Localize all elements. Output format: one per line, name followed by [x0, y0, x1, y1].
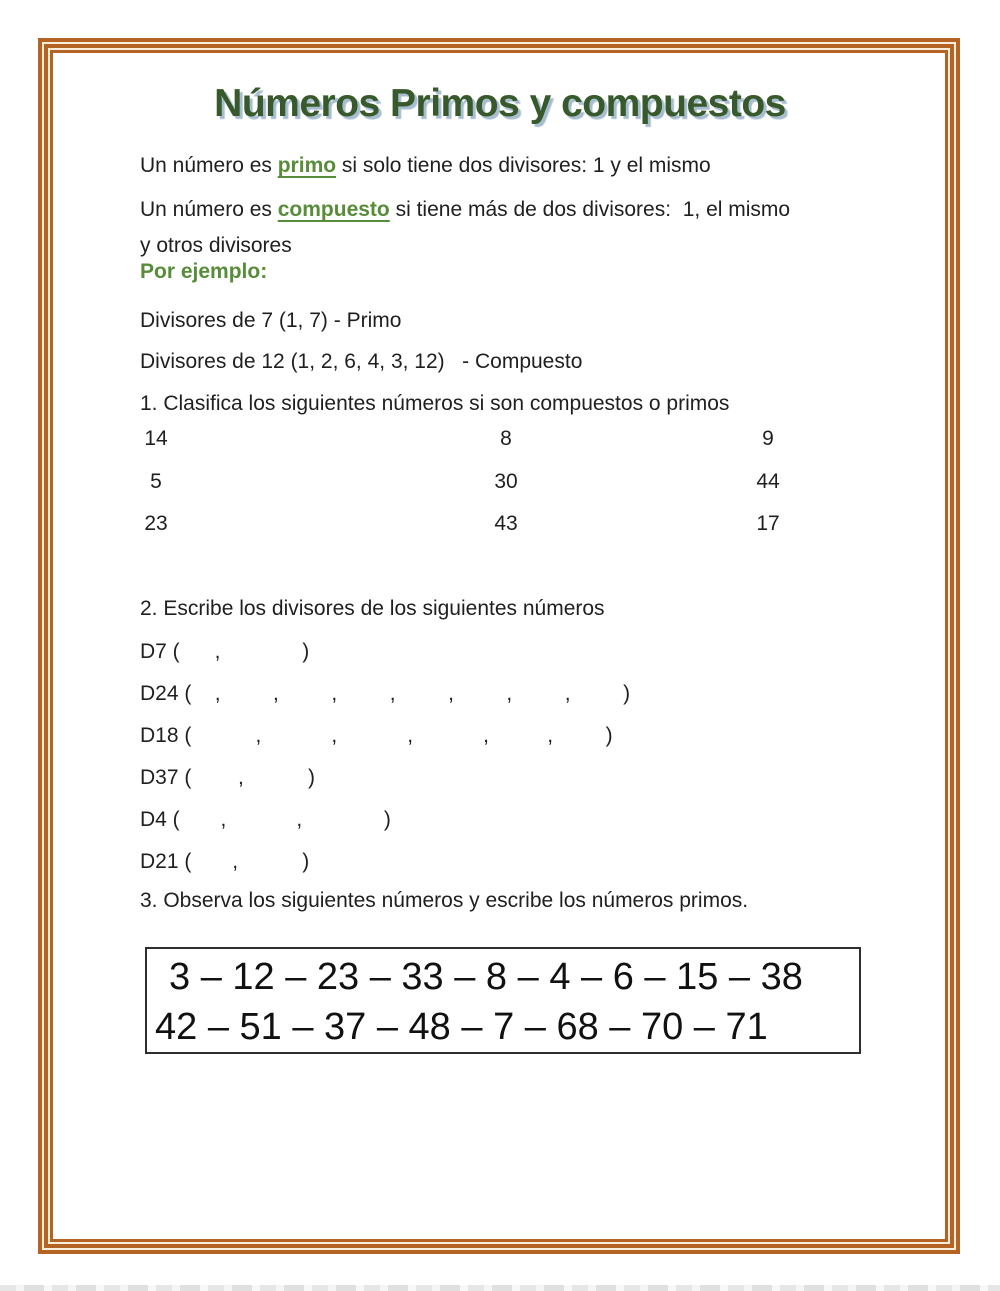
classify-number: 17 — [756, 512, 780, 535]
example-primo: Divisores de 7 (1, 7) - Primo — [140, 309, 402, 332]
classify-number: 23 — [144, 512, 168, 535]
exercise1-prompt: 1. Clasifica los siguientes números si son compuestos o primos — [140, 392, 730, 415]
divisors-blank-d7: D7 ( , ) — [140, 640, 310, 663]
classify-number: 8 — [500, 427, 512, 450]
divisors-blank-d4: D4 ( , , ) — [140, 808, 391, 831]
definition-compuesto — [140, 195, 790, 225]
keyword-compuesto: compuesto — [277, 198, 390, 221]
next-page-edge — [0, 1285, 1000, 1291]
classify-number: 14 — [144, 427, 168, 450]
divisors-blank-d18: D18 ( , , , , , ) — [140, 724, 613, 747]
classify-number: 9 — [762, 427, 774, 450]
exercise3-prompt: 3. Observa los siguientes números y escribe los números primos. — [140, 889, 749, 912]
numbers-box-line-2: 42 – 51 – 37 – 48 – 7 – 68 – 70 – 71 — [155, 1006, 768, 1048]
classify-number: 5 — [150, 470, 162, 493]
classify-number: 44 — [756, 470, 780, 493]
divisors-blank-d37: D37 ( , ) — [140, 766, 316, 789]
page-title: Números Primos y compuestos — [214, 82, 786, 125]
definition-primo — [140, 151, 711, 181]
numbers-box — [145, 947, 861, 1054]
definition-compuesto-post: si tiene más de dos divisores: 1, el mismo — [389, 198, 791, 221]
classify-number: 30 — [494, 470, 518, 493]
example-label: Por ejemplo: — [140, 260, 268, 283]
definition-primo-pre: Un número es — [140, 154, 278, 177]
example-compuesto: Divisores de 12 (1, 2, 6, 4, 3, 12) - Compuesto — [140, 350, 583, 373]
keyword-primo: primo — [277, 154, 337, 177]
divisors-blank-d21: D21 ( , ) — [140, 850, 310, 873]
definition-primo-post: si solo tiene dos divisores: 1 y el mismo — [336, 154, 711, 177]
classify-number: 43 — [494, 512, 518, 535]
divisors-blank-d24: D24 ( , , , , , , , ) — [140, 682, 631, 705]
numbers-box-line-1: 3 – 12 – 23 – 33 – 8 – 4 – 6 – 15 – 38 — [169, 956, 803, 998]
definition-compuesto-continuation: y otros divisores — [140, 234, 292, 257]
definition-compuesto-pre: Un número es — [140, 198, 278, 221]
exercise2-prompt: 2. Escribe los divisores de los siguientes números — [140, 597, 605, 620]
